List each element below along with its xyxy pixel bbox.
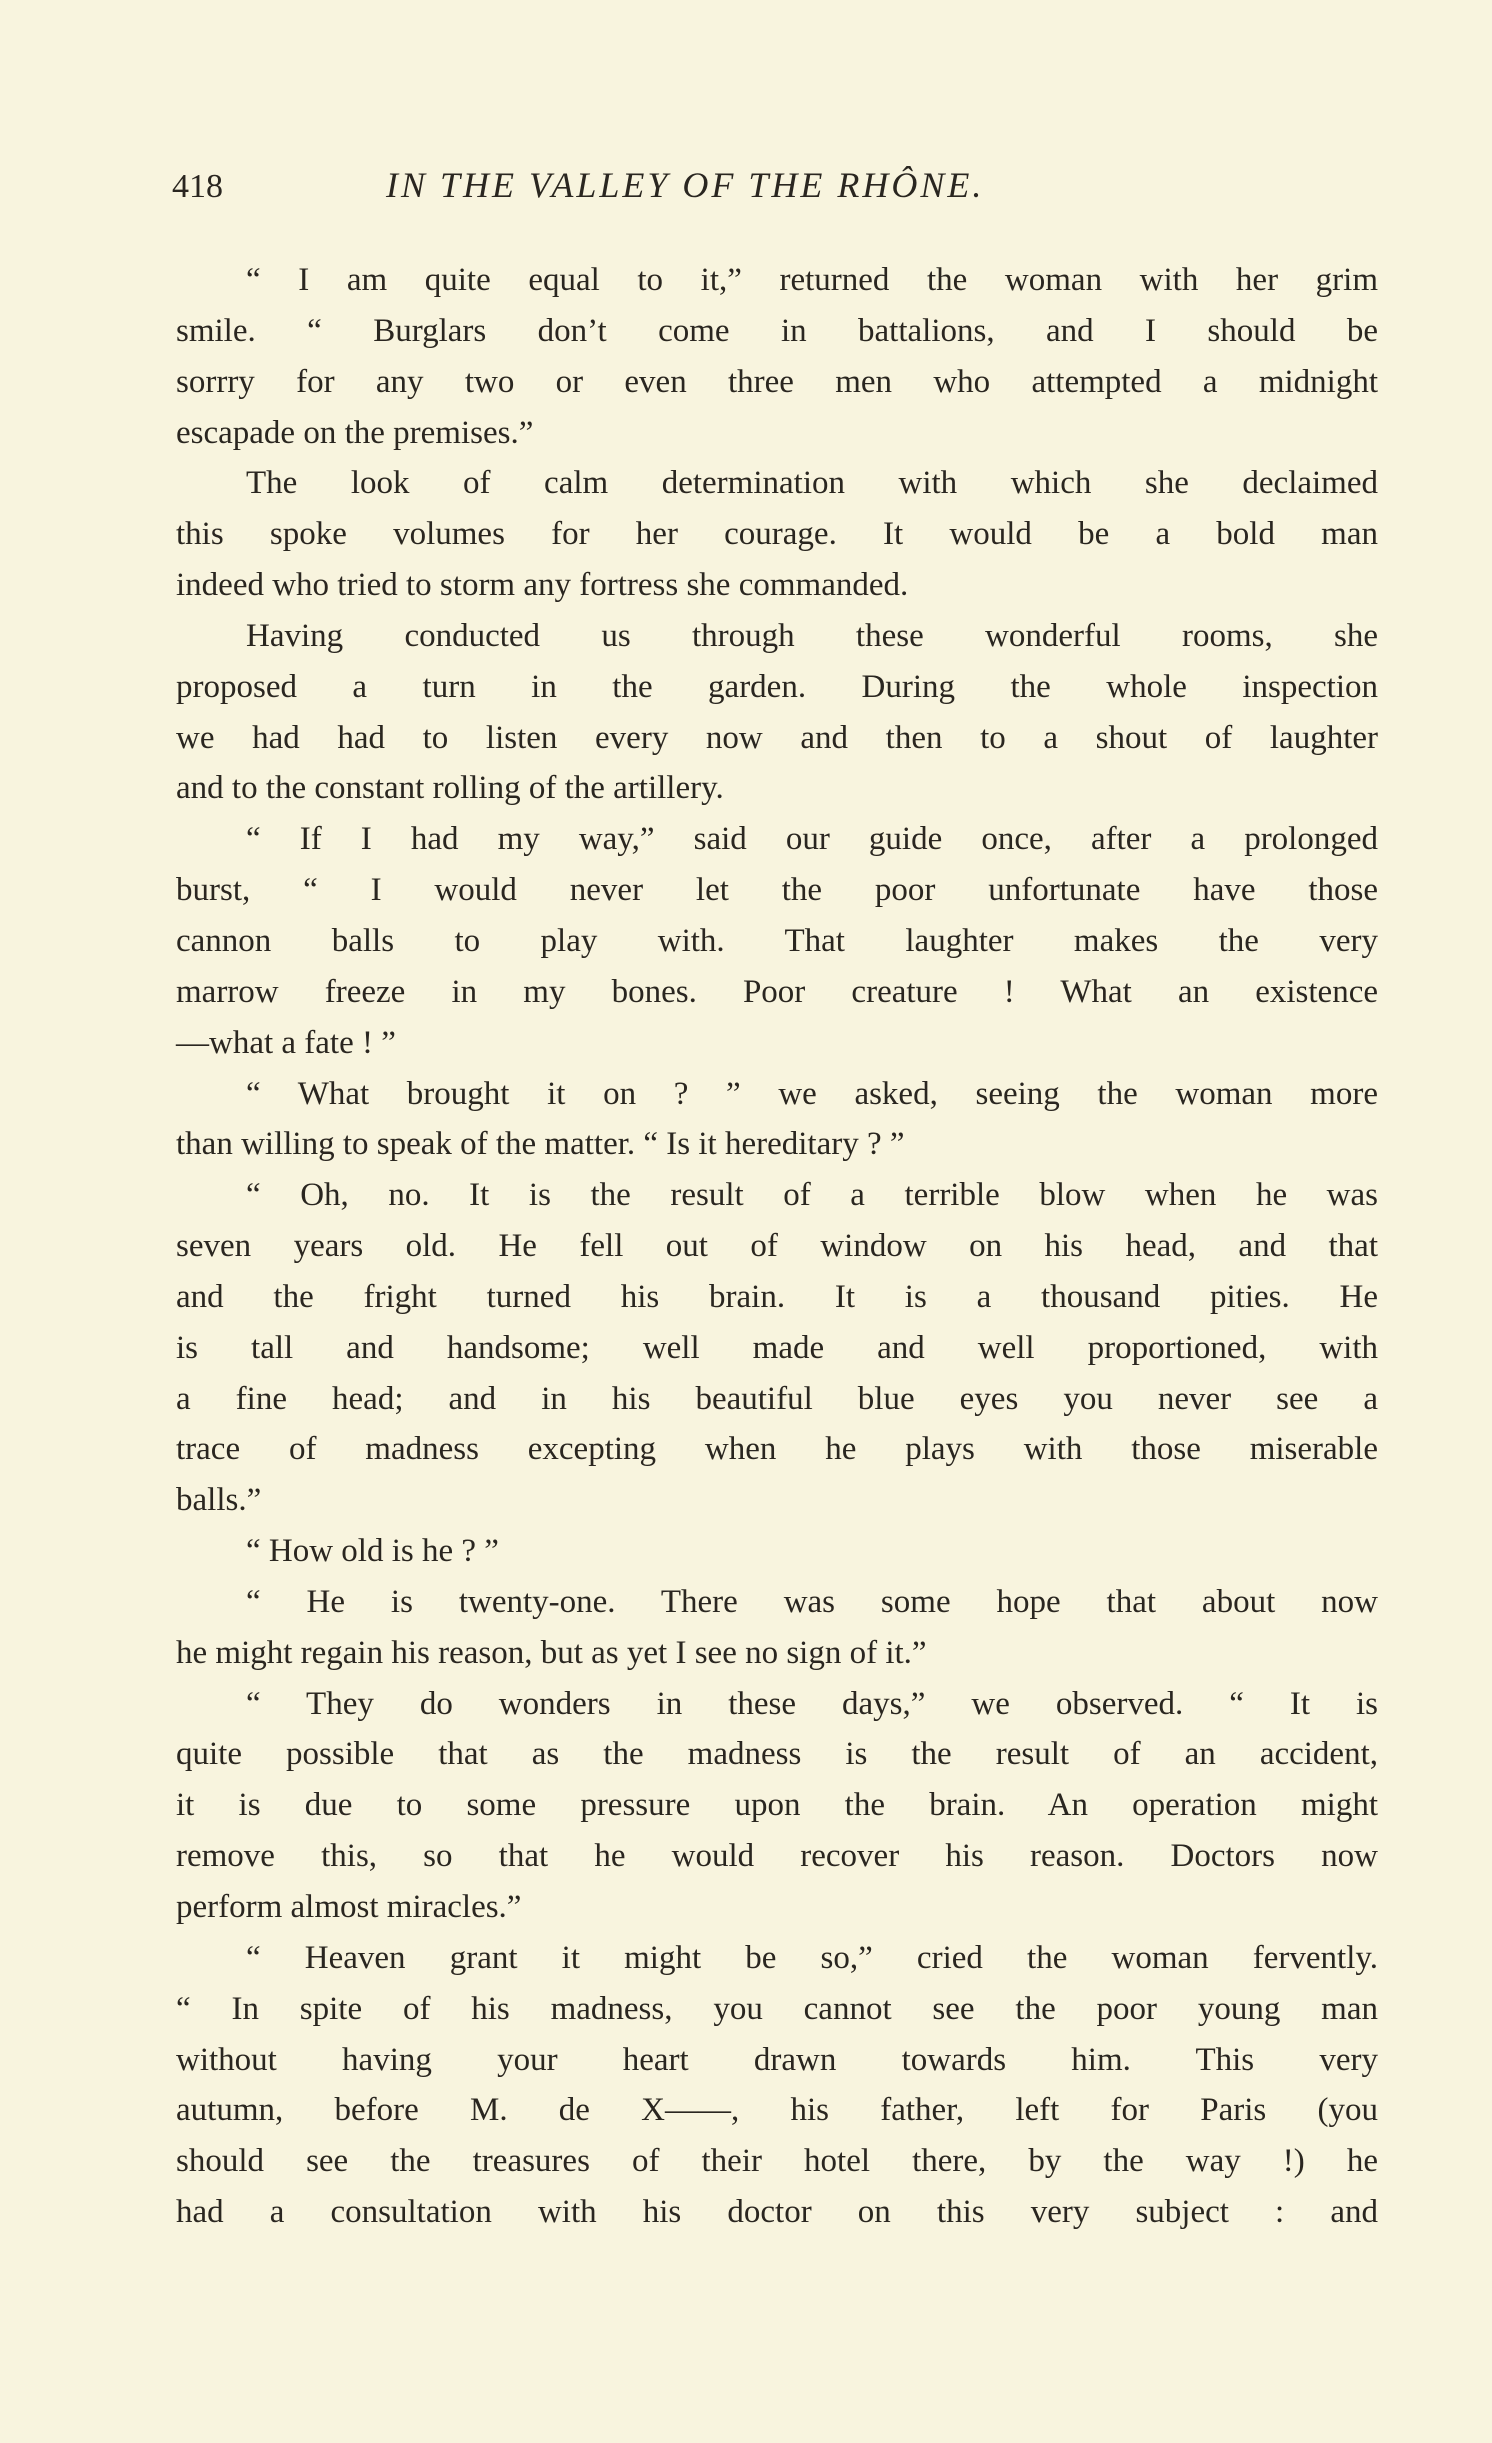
text-line: than willing to speak of the matter. “ Is it hereditary ? ” bbox=[176, 1126, 905, 1163]
text-line: escapade on the premises.” bbox=[176, 414, 534, 451]
text-line: burst, “ I would never let the poor unfortunate have those bbox=[176, 872, 1378, 909]
text-line: marrow freeze in my bones. Poor creature ! What an existence bbox=[176, 973, 1378, 1010]
text-line: smile. “ Burglars don’t come in battalions, and I should be bbox=[176, 312, 1378, 349]
text-line: proposed a turn in the garden. During the whole inspection bbox=[176, 668, 1378, 705]
running-title: IN THE VALLEY OF THE RHÔNE. bbox=[386, 165, 985, 205]
text-line: “ In spite of his madness, you cannot see the poor young man bbox=[176, 1990, 1378, 2027]
page-number: 418 bbox=[172, 168, 223, 205]
text-line: “ Oh, no. It is the result of a terrible blow when he was bbox=[246, 1177, 1378, 1214]
text-line: and the fright turned his brain. It is a thousand pities. He bbox=[176, 1278, 1378, 1315]
text-line: he might regain his reason, but as yet I see no sign of it.” bbox=[176, 1634, 927, 1671]
text-line: —what a fate ! ” bbox=[176, 1024, 396, 1061]
text-line: “ I am quite equal to it,” returned the woman with her grim bbox=[246, 262, 1378, 298]
body-text bbox=[176, 255, 1378, 2238]
text-line: sorrry for any two or even three men who attempted a midnight bbox=[176, 363, 1378, 400]
text-line: perform almost miracles.” bbox=[176, 1889, 522, 1925]
text-line: had a consultation with his doctor on this very subject : and bbox=[176, 2194, 1378, 2231]
text-line: cannon balls to play with. That laughter makes the very bbox=[176, 922, 1378, 959]
text-line: remove this, so that he would recover his reason. Doctors now bbox=[176, 1838, 1378, 1875]
text-line: trace of madness excepting when he plays with those miserable bbox=[176, 1431, 1378, 1468]
text-line: autumn, before M. de X——, his father, left for Paris (you bbox=[176, 2092, 1378, 2129]
text-line: “ They do wonders in these days,” we observed. “ It is bbox=[246, 1685, 1378, 1722]
text-line: quite possible that as the madness is the result of an accident, bbox=[176, 1736, 1378, 1773]
text-line: this spoke volumes for her courage. It would be a bold man bbox=[176, 516, 1378, 553]
text-line: Having conducted us through these wonderful rooms, she bbox=[246, 617, 1378, 654]
text-line: and to the constant rolling of the artillery. bbox=[176, 770, 724, 807]
text-line: “ He is twenty-one. There was some hope that about now bbox=[246, 1583, 1378, 1620]
text-line: seven years old. He fell out of window on his head, and that bbox=[176, 1228, 1378, 1265]
text-line: we had had to listen every now and then to a shout of laughter bbox=[176, 719, 1378, 756]
text-line: is tall and handsome; well made and well proportioned, with bbox=[176, 1329, 1378, 1366]
text-line: “ Heaven grant it might be so,” cried the woman fervently. bbox=[246, 1939, 1378, 1976]
text-line: balls.” bbox=[176, 1482, 262, 1519]
text-line: a fine head; and in his beautiful blue eyes you never see a bbox=[176, 1380, 1378, 1417]
text-line: it is due to some pressure upon the brain. An operation might bbox=[176, 1787, 1378, 1824]
text-line: “ How old is he ? ” bbox=[246, 1533, 499, 1570]
text-line: indeed who tried to storm any fortress she commanded. bbox=[176, 567, 909, 604]
text-line: The look of calm determination with which she declaimed bbox=[246, 465, 1378, 502]
text-line: without having your heart drawn towards him. This very bbox=[176, 2041, 1378, 2078]
text-line: “ What brought it on ? ” we asked, seeing the woman more bbox=[246, 1075, 1378, 1112]
text-line: should see the treasures of their hotel there, by the way !) he bbox=[176, 2143, 1378, 2180]
text-line: “ If I had my way,” said our guide once, after a prolonged bbox=[246, 821, 1378, 858]
